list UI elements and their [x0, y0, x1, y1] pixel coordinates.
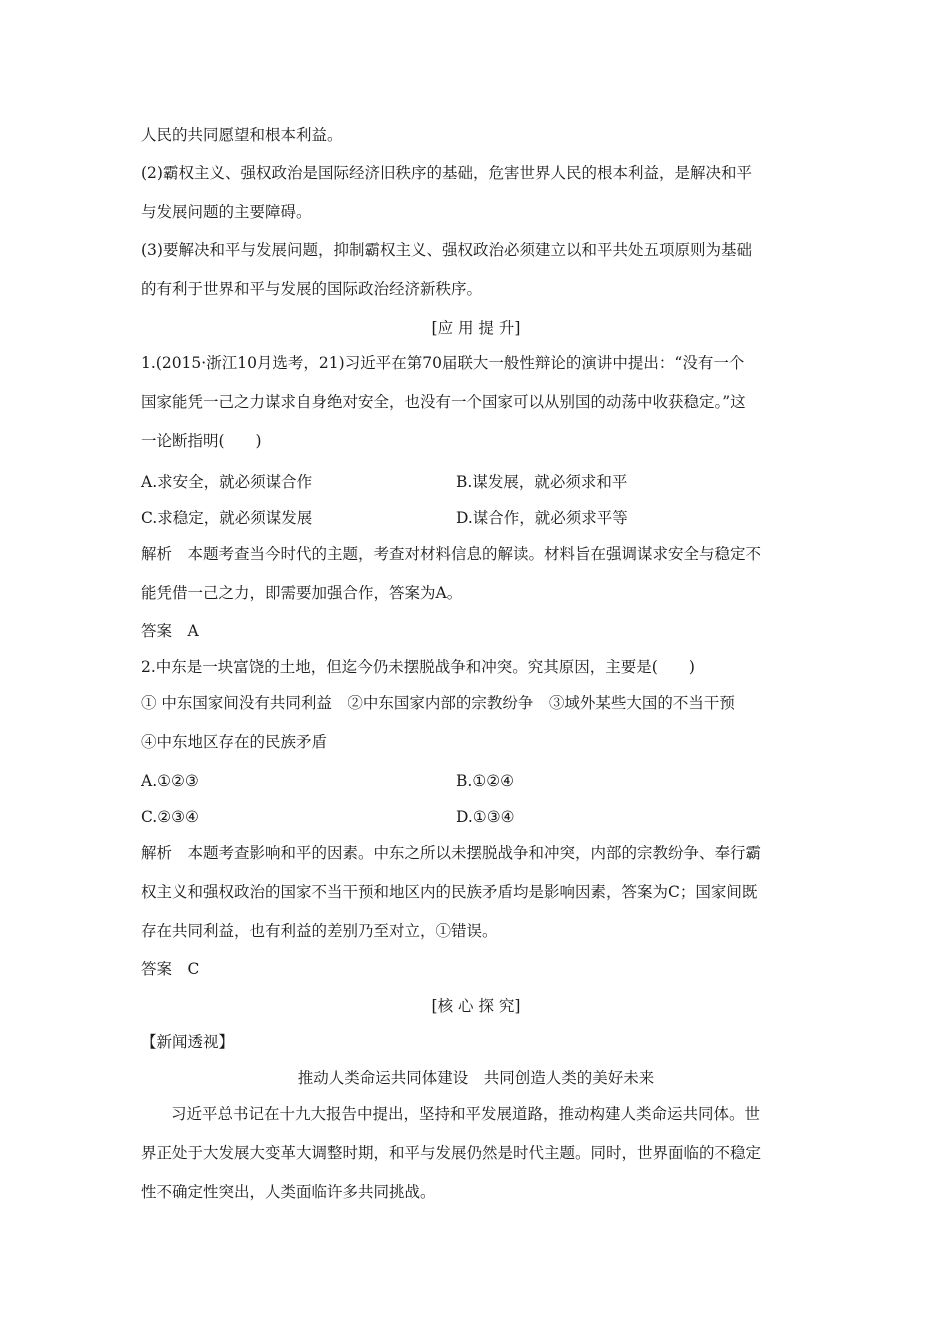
question-2-stem: ① 中东国家间没有共同利益 ②中东国家内部的宗教纷争 ③域外某些大国的不当干预: [141, 694, 735, 712]
news-paragraph: 性不确定性突出，人类面临许多共同挑战。: [141, 1183, 436, 1201]
paragraph-line: (3)要解决和平与发展问题，抑制霸权主义、强权政治必须建立以和平共处五项原则为基础: [141, 241, 752, 259]
question-1-option-d: D.谋合作，就必须求平等: [456, 509, 628, 527]
section-heading-application: [应 用 提 升]: [431, 319, 521, 337]
question-2-stem: ④中东地区存在的民族矛盾: [141, 733, 328, 751]
paragraph-line: 与发展问题的主要障碍。: [141, 203, 312, 221]
question-1-option-c: C.求稳定，就必须谋发展: [141, 509, 313, 527]
news-paragraph: 界正处于大发展大变革大调整时期，和平与发展仍然是时代主题。同时，世界面临的不稳定: [141, 1144, 762, 1162]
question-1-option-b: B.谋发展，就必须求和平: [456, 473, 628, 491]
question-2-option-c: C.②③④: [141, 808, 199, 826]
question-2-answer: 答案 C: [141, 960, 200, 978]
question-2-option-a: A.①②③: [141, 772, 199, 790]
question-1-stem: 1.(2015·浙江10月选考，21)习近平在第70届联大一般性辩论的演讲中提出：“没有一个: [141, 354, 745, 372]
question-1-option-a: A.求安全，就必须谋合作: [141, 473, 313, 491]
paragraph-line: 人民的共同愿望和根本利益。: [141, 126, 343, 144]
question-2-stem: 2.中东是一块富饶的土地，但迄今仍未摆脱战争和冲突。究其原因，主要是( ): [141, 658, 695, 676]
paragraph-line: 的有利于世界和平与发展的国际政治经济新秩序。: [141, 280, 483, 298]
question-2-option-d: D.①③④: [456, 808, 515, 826]
question-2-analysis: 存在共同利益，也有利益的差别乃至对立，①错误。: [141, 922, 498, 940]
question-1-stem: 一论断指明( ): [141, 432, 262, 450]
section-heading-core: [核 心 探 究]: [431, 997, 521, 1015]
question-2-option-b: B.①②④: [456, 772, 515, 790]
news-paragraph: 习近平总书记在十九大报告中提出，坚持和平发展道路，推动构建人类命运共同体。世: [171, 1105, 761, 1123]
question-2-analysis: 权主义和强权政治的国家不当干预和地区内的民族矛盾均是影响因素，答案为C；国家间既: [141, 883, 758, 901]
news-title: 推动人类命运共同体建设 共同创造人类的美好未来: [297, 1069, 655, 1087]
news-tag: 【新闻透视】: [141, 1033, 235, 1051]
question-1-stem: 国家能凭一己之力谋求自身绝对安全，也没有一个国家可以从别国的动荡中收获稳定。”这: [141, 393, 746, 411]
paragraph-line: (2)霸权主义、强权政治是国际经济旧秩序的基础，危害世界人民的根本利益，是解决和平: [141, 164, 752, 182]
question-1-analysis: 解析 本题考查当今时代的主题，考查对材料信息的解读。材料旨在强调谋求安全与稳定不: [141, 545, 762, 563]
question-1-analysis: 能凭借一己之力，即需要加强合作，答案为A。: [141, 584, 463, 602]
question-2-analysis: 解析 本题考查影响和平的因素。中东之所以未摆脱战争和冲突，内部的宗教纷争、奉行霸: [141, 844, 762, 862]
question-1-answer: 答案 A: [141, 622, 199, 640]
